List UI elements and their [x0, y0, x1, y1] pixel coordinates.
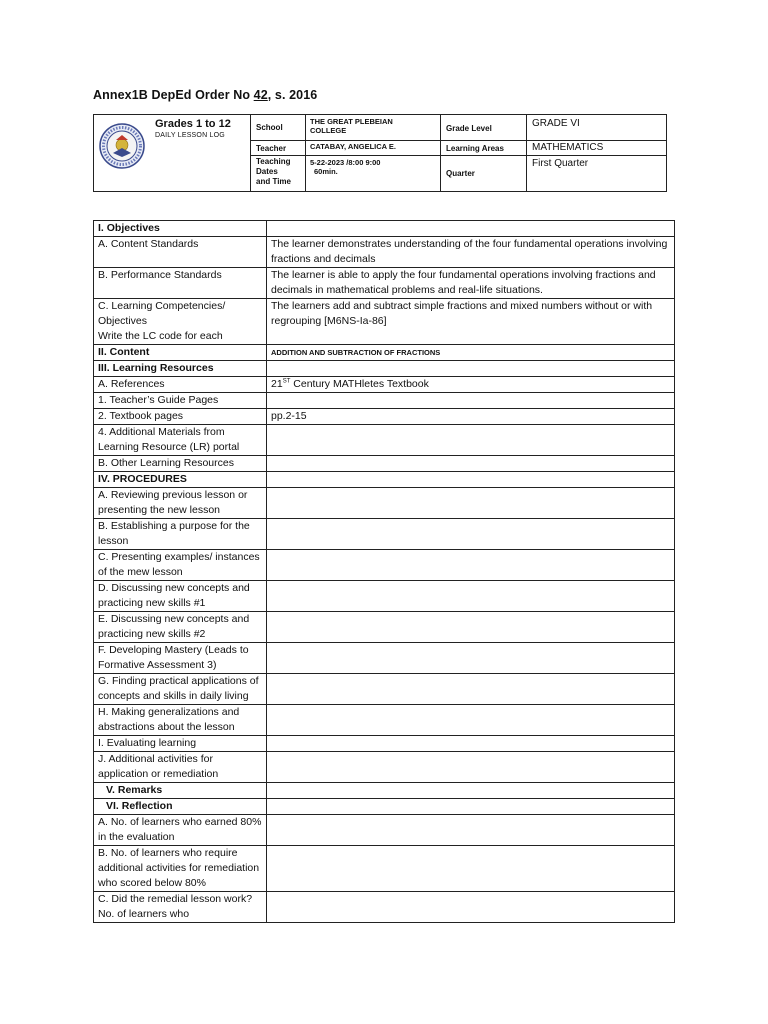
row-label: G. Finding practical applications of concepts and skills in daily living: [94, 674, 267, 705]
row-label: A. References: [94, 377, 267, 393]
grades-label: Grades 1 to 12: [155, 118, 231, 130]
table-row: [94, 377, 675, 393]
row-value: The learner is able to apply the four fundamental operations involving fractions and decimals in mathematical problems and real-life situations.: [267, 268, 675, 299]
row-label: A. No. of learners who earned 80% in the evaluation: [94, 815, 267, 846]
row-label: B. Other Learning Resources: [94, 456, 267, 472]
table-row: [94, 519, 675, 550]
section-remarks: V. Remarks: [94, 783, 267, 799]
row-label: J. Additional activities for application or remediation: [94, 752, 267, 783]
table-row: [94, 361, 675, 377]
row-label: E. Discussing new concepts and practicing new skills #2: [94, 612, 267, 643]
quarter-label: Quarter: [446, 169, 475, 178]
daily-lesson-log-label: DAILY LESSON LOG: [155, 132, 225, 139]
table-row: [94, 674, 675, 705]
table-row: [94, 550, 675, 581]
teacher-value: CATABAY, ANGELICA E.: [310, 142, 396, 151]
deped-seal-icon: [99, 123, 145, 169]
teacher-label: Teacher: [256, 144, 287, 153]
table-row: [94, 488, 675, 519]
table-row: [94, 409, 675, 425]
table-row: [94, 456, 675, 472]
grade-level-label: Grade Level: [446, 124, 492, 133]
table-row: [94, 581, 675, 612]
row-label: A. Content Standards: [94, 237, 267, 268]
row-label: C. Presenting examples/ instances of the mew lesson: [94, 550, 267, 581]
table-row: [94, 612, 675, 643]
table-row: [94, 799, 675, 815]
table-row: [94, 783, 675, 799]
row-label: C. Did the remedial lesson work? No. of learners who: [94, 892, 267, 923]
table-row: [94, 846, 675, 892]
learning-areas-label: Learning Areas: [446, 144, 504, 153]
row-label: 1. Teacher’s Guide Pages: [94, 393, 267, 409]
table-row: [94, 815, 675, 846]
row-label: 2. Textbook pages: [94, 409, 267, 425]
section-reflection: VI. Reflection: [94, 799, 267, 815]
row-value: pp.2-15: [267, 409, 675, 425]
row-label: F. Developing Mastery (Leads to Formative Assessment 3): [94, 643, 267, 674]
table-row: [94, 299, 675, 345]
school-label: School: [256, 123, 283, 132]
section-procedures: IV. PROCEDURES: [94, 472, 267, 488]
table-row: [94, 393, 675, 409]
row-value: ADDITION AND SUBTRACTION OF FRACTIONS: [267, 345, 675, 361]
row-label: I. Evaluating learning: [94, 736, 267, 752]
row-label: B. Performance Standards: [94, 268, 267, 299]
row-label: H. Making generalizations and abstractions about the lesson: [94, 705, 267, 736]
teaching-dates-value: 5-22-2023 /8:00 9:00 60min.: [310, 158, 381, 176]
table-row: [94, 643, 675, 674]
row-value: The learner demonstrates understanding of the four fundamental operations involving fractions and decimals: [267, 237, 675, 268]
lesson-log-table: [93, 220, 675, 923]
row-label: A. Reviewing previous lesson or presenting the new lesson: [94, 488, 267, 519]
table-row: [94, 221, 675, 237]
teaching-dates-label: Teaching Dates and Time: [256, 157, 291, 186]
table-row: [94, 752, 675, 783]
table-row: [94, 425, 675, 456]
table-row: [94, 736, 675, 752]
section-objectives: I. Objectives: [94, 221, 267, 237]
table-row: [94, 892, 675, 923]
row-label: D. Discussing new concepts and practicing new skills #1: [94, 581, 267, 612]
grade-level-value: GRADE VI: [532, 118, 580, 129]
row-label: 4. Additional Materials from Learning Resource (LR) portal: [94, 425, 267, 456]
row-value: The learners add and subtract simple fractions and mixed numbers without or with regrouping [M6NS-Ia-86]: [267, 299, 675, 345]
row-label: B. No. of learners who require additional activities for remediation who scored below 80%: [94, 846, 267, 892]
section-learning-resources: III. Learning Resources: [94, 361, 267, 377]
table-row: [94, 472, 675, 488]
quarter-value: First Quarter: [532, 158, 589, 169]
table-row: [94, 345, 675, 361]
learning-areas-value: MATHEMATICS: [532, 142, 604, 153]
table-row: [94, 705, 675, 736]
row-label: C. Learning Competencies/ Objectives Write the LC code for each: [94, 299, 267, 345]
row-value: 21ST Century MATHletes Textbook: [267, 377, 675, 393]
document-title: Annex1B DepEd Order No 42, s. 2016: [93, 88, 318, 102]
row-label: B. Establishing a purpose for the lesson: [94, 519, 267, 550]
header-table: [93, 114, 667, 192]
table-row: [94, 237, 675, 268]
school-value: THE GREAT PLEBEIAN COLLEGE: [310, 117, 393, 135]
section-content: II. Content: [94, 345, 267, 361]
table-row: [94, 268, 675, 299]
